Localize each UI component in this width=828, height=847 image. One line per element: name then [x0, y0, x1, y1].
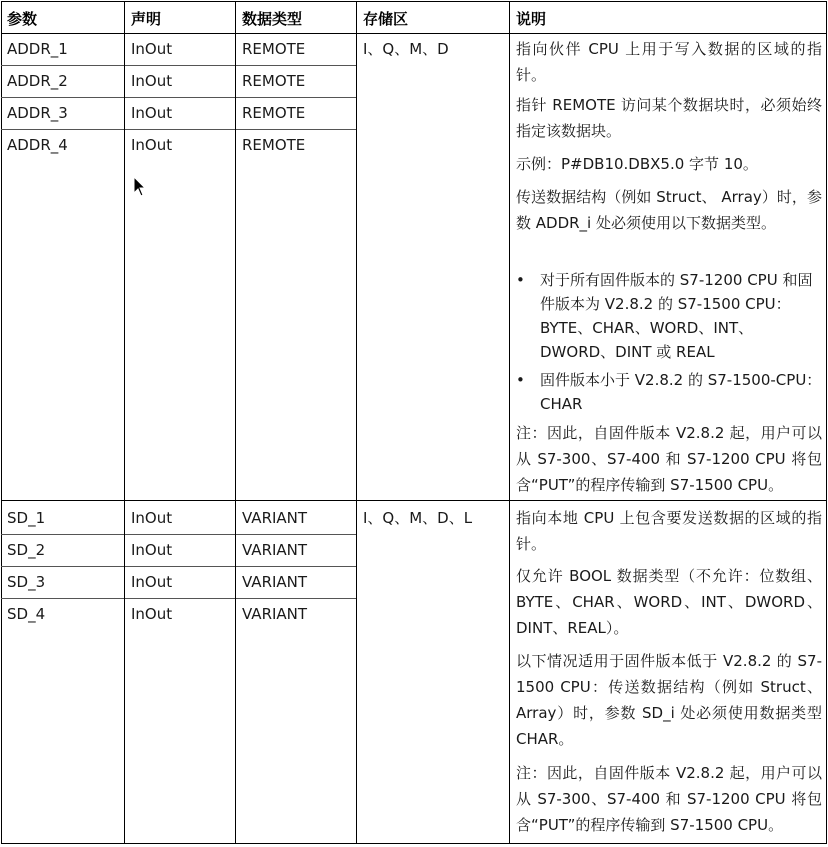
- bullet-item: [516, 368, 822, 416]
- param-declaration: InOut: [131, 40, 173, 58]
- col-divider: [356, 1, 357, 844]
- header-description: 说明: [516, 10, 547, 28]
- row-divider: [1, 97, 356, 98]
- row-divider: [1, 65, 356, 66]
- description-note: 注：因此，自固件版本 V2.8.2 起，用户可以从 S7-300、S7-400 和 S7-1200 CPU 将包含“PUT”的程序传输到 S7-1500 CPU。: [516, 764, 822, 834]
- param-name: SD_3: [7, 573, 46, 591]
- param-data-type: VARIANT: [242, 541, 308, 559]
- param-declaration: InOut: [131, 136, 173, 154]
- param-declaration: InOut: [131, 573, 173, 591]
- header-param: 参数: [7, 10, 38, 28]
- param-data-type: REMOTE: [242, 40, 306, 58]
- description-paragraph: 传送数据结构（例如 Struct、 Array）时，参数 ADDR_i 处必须使用以下数据类型。: [516, 188, 822, 232]
- param-name: SD_4: [7, 605, 46, 623]
- param-data-type: VARIANT: [242, 605, 308, 623]
- param-data-type: VARIANT: [242, 573, 308, 591]
- description-paragraph: 指向本地 CPU 上包含要发送数据的区域的指针。: [516, 509, 822, 553]
- bullet-icon: •: [516, 371, 525, 389]
- row-divider: [1, 598, 356, 599]
- param-data-type: VARIANT: [242, 509, 308, 527]
- description-paragraph: 仅允许 BOOL 数据类型（不允许：位数组、BYTE、CHAR、WORD、INT、DWORD、DINT、REAL）。: [516, 567, 822, 637]
- row-divider: [1, 566, 356, 567]
- col-divider: [124, 1, 125, 844]
- description-example: 示例：P#DB10.DBX5.0 字节 10。: [516, 155, 758, 173]
- param-declaration: InOut: [131, 509, 173, 527]
- param-name: SD_2: [7, 541, 46, 559]
- param-name: SD_1: [7, 509, 46, 527]
- param-name: ADDR_3: [7, 104, 68, 122]
- header-declaration: 声明: [131, 10, 162, 28]
- param-name: ADDR_2: [7, 72, 68, 90]
- param-name: ADDR_1: [7, 40, 68, 58]
- row-divider: [1, 534, 356, 535]
- mouse-pointer-icon: [133, 176, 147, 198]
- bullet-item: [516, 268, 822, 364]
- param-declaration: InOut: [131, 541, 173, 559]
- param-declaration: InOut: [131, 72, 173, 90]
- description-paragraph: 以下情况适用于固件版本低于 V2.8.2 的 S7-1500 CPU：传送数据结构（例如 Struct、 Array）时，参数 SD_i 处必须使用数据类型 CHAR。: [516, 652, 822, 748]
- param-name: ADDR_4: [7, 136, 68, 154]
- col-divider: [235, 1, 236, 844]
- param-declaration: InOut: [131, 605, 173, 623]
- header-data-type: 数据类型: [242, 10, 303, 28]
- row-divider: [1, 129, 356, 130]
- param-declaration: InOut: [131, 104, 173, 122]
- bullet-text: 对于所有固件版本的 S7-1200 CPU 和固件版本为 V2.8.2 的 S7-1500 CPU：BYTE、CHAR、WORD、INT、DWORD、DINT 或 REAL: [540, 271, 813, 361]
- col-divider: [509, 1, 510, 844]
- bullet-text: 固件版本小于 V2.8.2 的 S7-1500-CPU：CHAR: [540, 371, 822, 413]
- description-paragraph: 指针 REMOTE 访问某个数据块时，必须始终指定该数据块。: [516, 96, 822, 140]
- memory-area: I、Q、M、D、L: [363, 509, 473, 527]
- memory-area: I、Q、M、D: [363, 40, 449, 58]
- description-note: 注：因此，自固件版本 V2.8.2 起，用户可以从 S7-300、S7-400 和 S7-1200 CPU 将包含“PUT”的程序传输到 S7-1500 CPU。: [516, 424, 822, 494]
- param-data-type: REMOTE: [242, 136, 306, 154]
- description-paragraph: 指向伙伴 CPU 上用于写入数据的区域的指针。: [516, 40, 822, 84]
- param-data-type: REMOTE: [242, 104, 306, 122]
- header-memory-area: 存储区: [363, 10, 409, 28]
- param-data-type: REMOTE: [242, 72, 306, 90]
- bullet-icon: •: [516, 271, 525, 289]
